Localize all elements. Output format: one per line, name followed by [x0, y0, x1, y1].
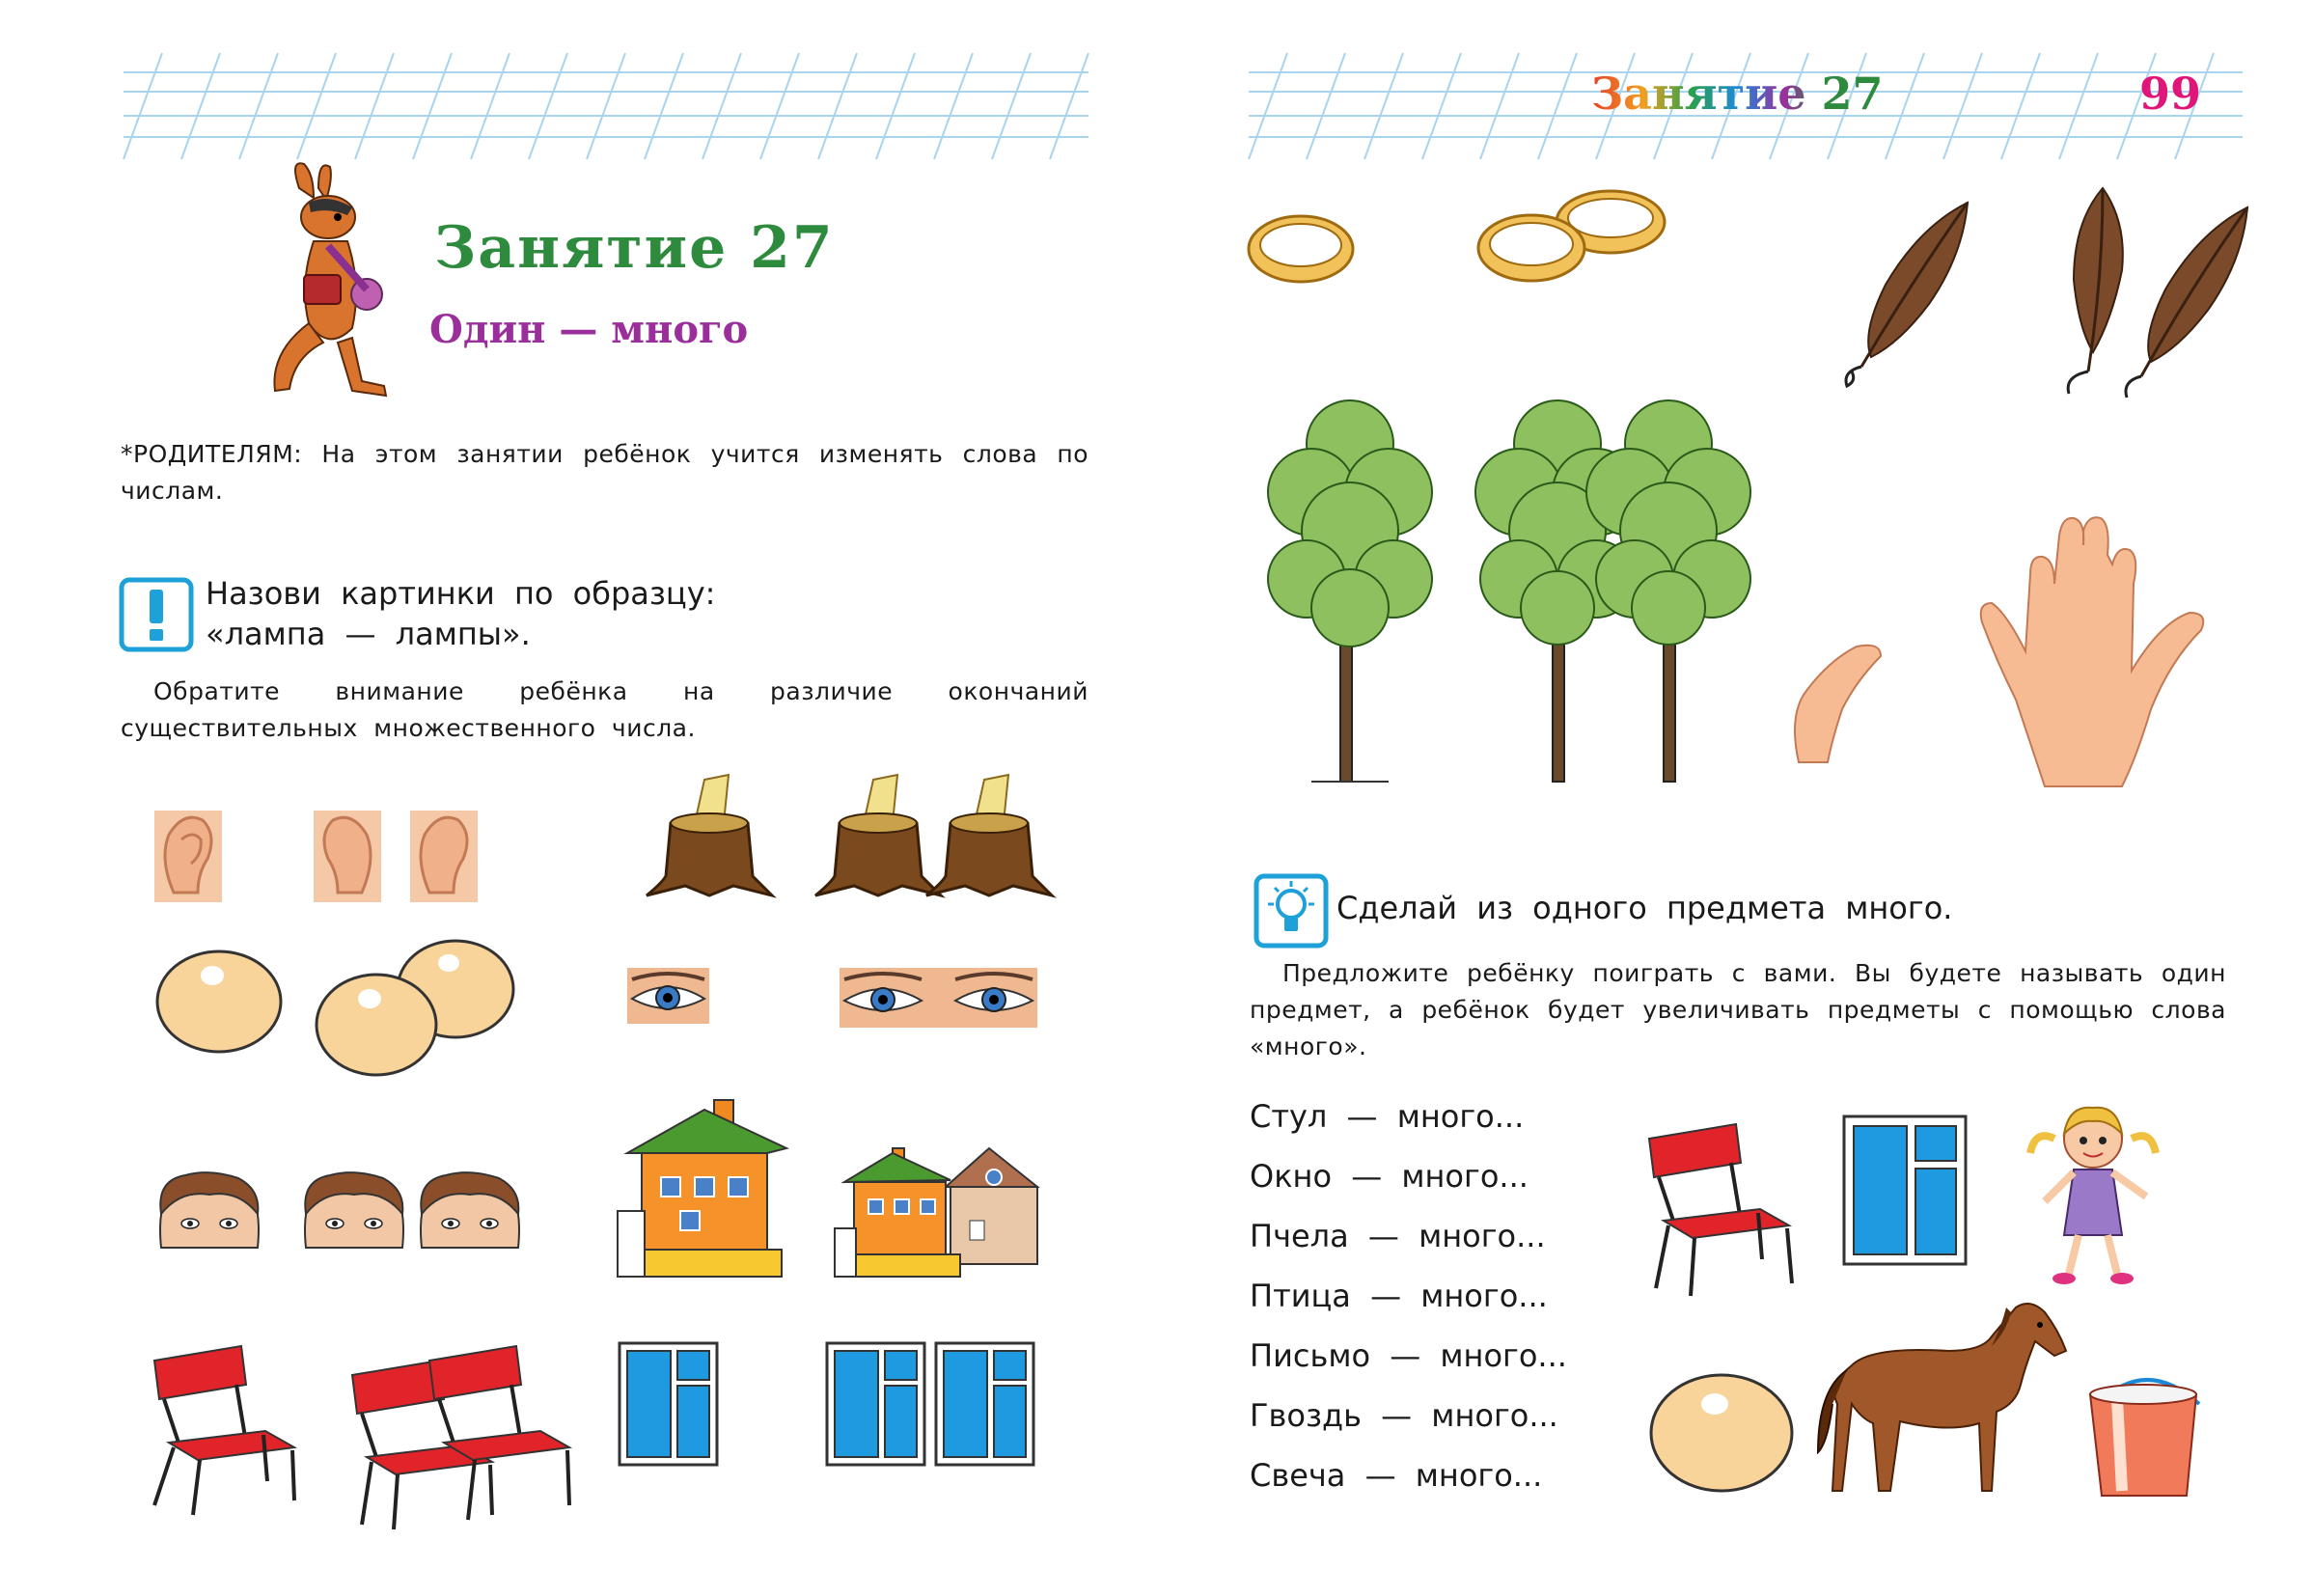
instruction-text: Предложите ребёнку поиграть с вами. Вы будете называть один предмет, а ребёнок будет увеличивать предметы с помощью слова «много». [1250, 959, 2226, 1060]
word-list-item: Гвоздь — много... [1250, 1397, 1558, 1434]
horse-icon [1813, 1298, 2069, 1500]
word-list [1250, 1087, 1567, 1505]
tree-many-icon [1475, 386, 1755, 786]
feather-many-icon [2045, 183, 2257, 400]
lesson-title: Занятие 27 [434, 214, 835, 282]
attention-note: Обратите внимание ребёнка на различие окончаний существительных множественного числа. [121, 677, 1088, 742]
page-number: 99 [2139, 68, 2202, 120]
kangaroo-mascot-icon [261, 159, 405, 405]
finger-single-icon [1789, 642, 1886, 762]
bucket-icon [2079, 1365, 2214, 1500]
ruled-lines [124, 48, 1088, 164]
lightbulb-icon [1253, 873, 1329, 949]
header-title-text: Занятие 27 [1591, 68, 1884, 120]
girl-doll-icon [2025, 1100, 2161, 1288]
ear-single-icon [154, 811, 222, 902]
right-page [1157, 0, 2314, 1596]
chair-icon [1644, 1124, 1794, 1298]
feather-single-icon [1823, 198, 1977, 391]
word-list-item: Письмо — много... [1250, 1337, 1567, 1374]
word-list-item: Стул — много... [1250, 1098, 1525, 1135]
task-text-line2: «лампа — лампы». [206, 616, 531, 652]
header-title [1591, 68, 1884, 120]
window-many-icon [825, 1341, 1037, 1467]
egg-many-icon [314, 936, 516, 1081]
face-single-icon [156, 1170, 262, 1248]
hand-many-icon [1977, 516, 2209, 786]
task-text-line1: Назови картинки по образцу: [206, 575, 716, 612]
stump-many-icon [815, 770, 1052, 900]
ear-many-icon [314, 811, 478, 902]
eye-single-icon [627, 968, 709, 1024]
chair-single-icon [150, 1346, 299, 1515]
face-many-icon [301, 1170, 523, 1248]
egg-single-icon [154, 949, 285, 1055]
word-list-item: Свеча — много... [1250, 1457, 1543, 1494]
chair-many-icon [347, 1346, 574, 1529]
eye-many-icon [840, 968, 1037, 1028]
egg-icon [1647, 1370, 1797, 1496]
house-many-icon [835, 1143, 1047, 1279]
tree-single-icon [1253, 386, 1446, 786]
word-list-item: Пчела — много... [1250, 1218, 1546, 1254]
exclamation-icon [119, 577, 194, 652]
word-list-item: Птица — много... [1250, 1278, 1548, 1314]
lesson-subtitle: Один — много [429, 307, 749, 352]
task-text: Сделай из одного предмета много. [1336, 890, 1953, 926]
stump-single-icon [647, 770, 772, 900]
window-icon [1842, 1114, 1968, 1266]
parents-note: *РОДИТЕЛЯМ: На этом занятии ребёнок учится изменять слова по числам. [121, 440, 1088, 505]
ring-many-icon [1475, 188, 1668, 285]
word-list-item: Окно — много... [1250, 1158, 1529, 1195]
house-single-icon [618, 1095, 791, 1279]
ring-single-icon [1246, 212, 1357, 285]
window-single-icon [618, 1341, 719, 1467]
